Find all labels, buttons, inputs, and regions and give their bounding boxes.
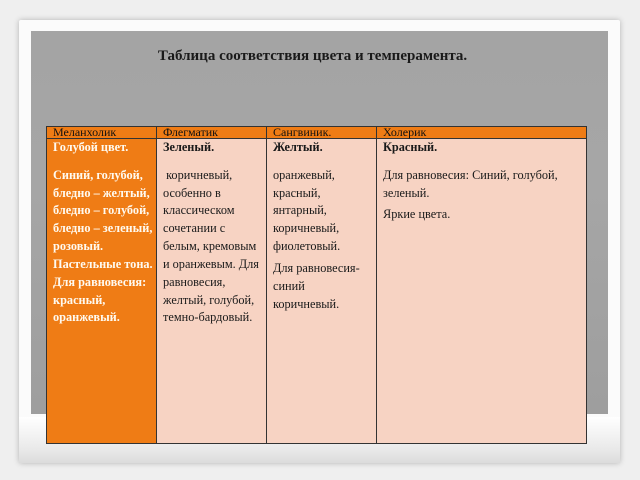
table-row bbox=[47, 139, 587, 444]
main-color-label: Зеленый. bbox=[163, 140, 215, 154]
table-cell-melancholic bbox=[47, 139, 157, 444]
table-cell-sanguine bbox=[267, 139, 377, 444]
column-header: Флегматик bbox=[157, 127, 267, 139]
table-cell-phlegmatic bbox=[157, 139, 267, 444]
cell-text: Для равновесия: Синий, голубой, зеленый. bbox=[383, 167, 558, 200]
main-color-label: Красный. bbox=[383, 140, 438, 154]
column-header: Сангвиник. bbox=[267, 127, 377, 139]
column-header: Меланхолик bbox=[47, 127, 157, 139]
cell-text: Яркие цвета. bbox=[383, 207, 451, 222]
main-color-label: Желтый. bbox=[273, 140, 323, 154]
main-color-label: Голубой цвет. bbox=[53, 140, 129, 154]
cell-text: коричневый, особенно в классическом сочетании с белым, кремовым и оранжевым. Для равновесия, желтый, голубой, темно-бардовый. bbox=[163, 167, 263, 325]
temperament-color-table bbox=[46, 126, 587, 444]
page-title: Таблица соответствия цвета и темперамента. bbox=[157, 48, 468, 64]
cell-text: оранжевый, красный, янтарный, коричневый, фиолетовый. bbox=[273, 167, 341, 254]
table-cell-choleric bbox=[377, 139, 587, 444]
cell-text: Синий, голубой, бледно – желтый, бледно – голубой, бледно – зеленый, розовый. Пастельные тона. Для равновесия: красный, оранжевый. bbox=[53, 167, 153, 325]
column-header: Холерик bbox=[377, 127, 587, 139]
table-header-row bbox=[47, 127, 587, 139]
cell-text: Для равновесия-синий коричневый. bbox=[273, 260, 360, 311]
